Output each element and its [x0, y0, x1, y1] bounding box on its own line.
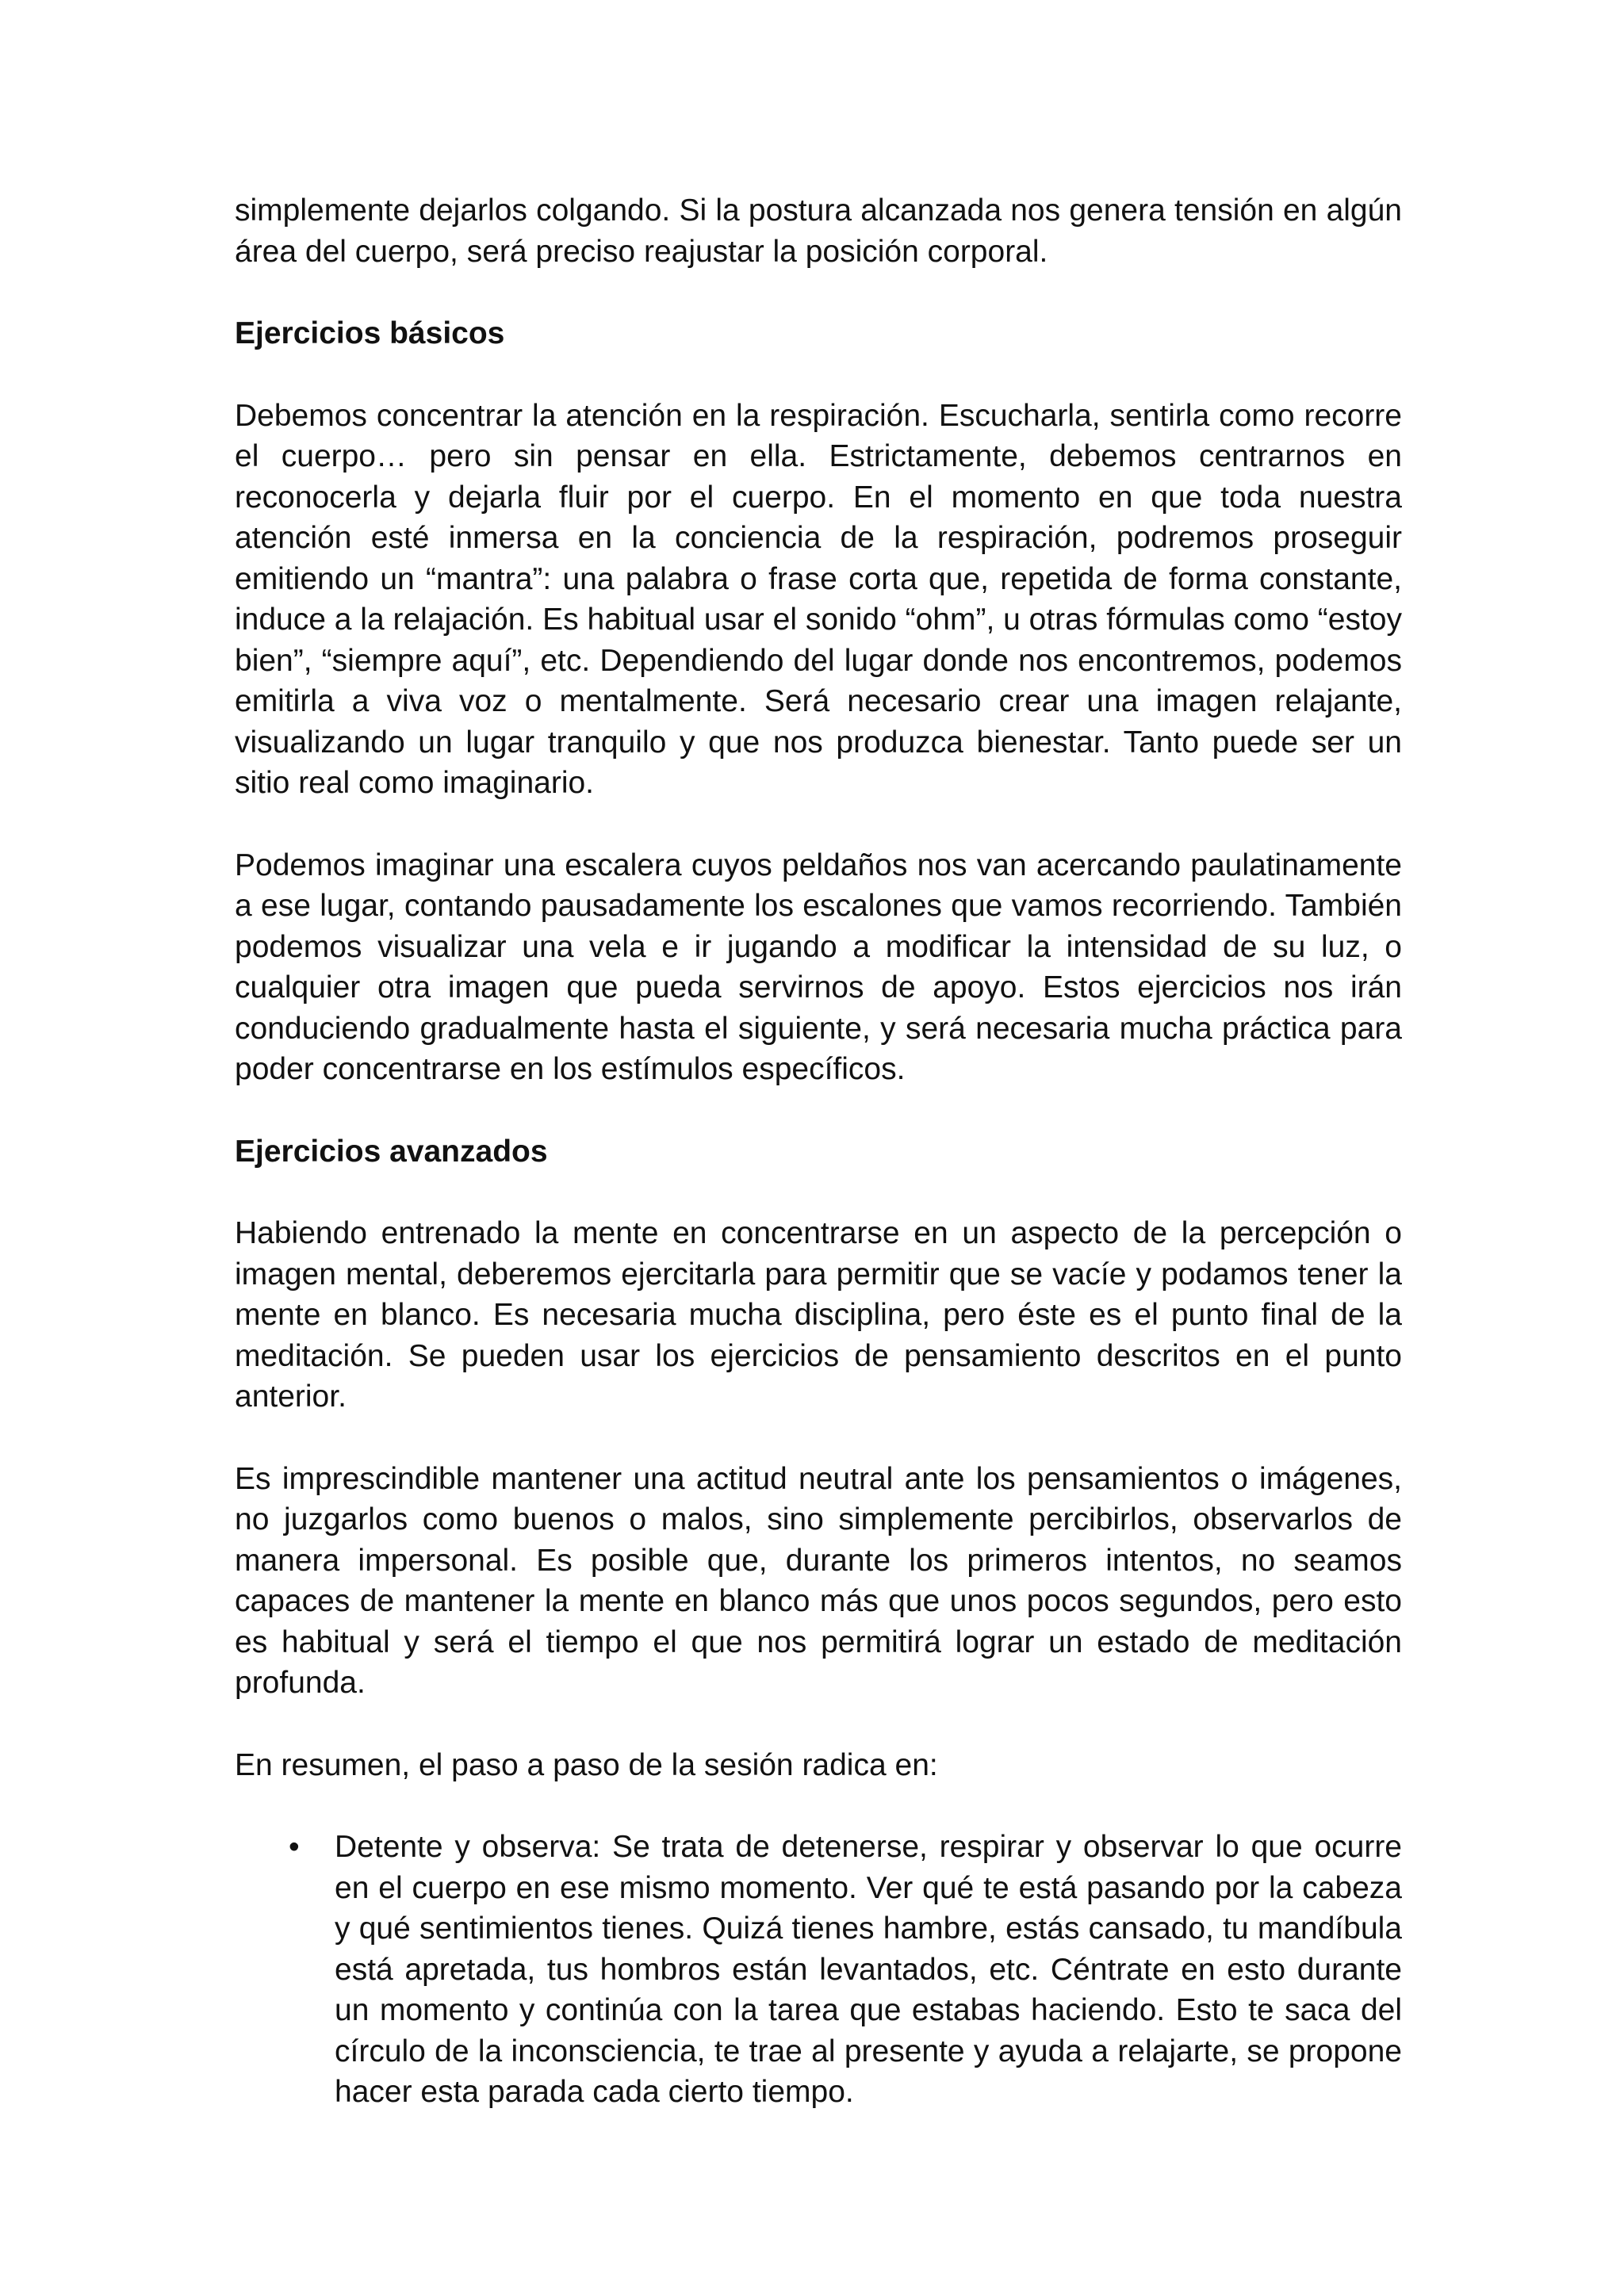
section-heading-advanced-exercises: Ejercicios avanzados [235, 1134, 548, 1169]
body-paragraph: Es imprescindible mantener una actitud neutral ante los pensamientos o imágenes, no juzgarlos como buenos o malos, sino simplemente percibirlos, observarlos de manera impersonal. Es posible que, durante los primeros intentos, no seamos capaces de mantener la mente en blanco más que unos pocos segundos, pero esto es habitual y será el tiempo el que nos permitirá lograr un estado de meditación profunda. [235, 1461, 1402, 1700]
body-paragraph: En resumen, el paso a paso de la sesión radica en: [235, 1747, 938, 1782]
body-paragraph: Debemos concentrar la atención en la respiración. Escucharla, sentirla como recorre el cuerpo… pero sin pensar en ella. Estrictamente, debemos centrarnos en reconocerla y dejarla fluir por el cuerpo. En el momento en que toda nuestra atención esté inmersa en la conciencia de la respiración, podremos proseguir emitiendo un “mantra”: una palabra o frase corta que, repetida de forma constante, induce a la relajación. Es habitual usar el sonido “ohm”, u otras fórmulas como “estoy bien”, “siempre aquí”, etc. Dependiendo del lugar donde nos encontremos, podemos emitirla a viva voz o mentalmente. Será necesario crear una imagen relajante, visualizando un lugar tranquilo y que nos produzca bienestar. Tanto puede ser un sitio real como imaginario. [235, 398, 1402, 800]
body-paragraph: simplemente dejarlos colgando. Si la postura alcanzada nos genera tensión en algún área del cuerpo, será preciso reajustar la posición corporal. [235, 193, 1402, 269]
bullet-icon: • [289, 1830, 300, 1864]
list-item [235, 1827, 1402, 2113]
body-paragraph: Habiendo entrenado la mente en concentrarse en un aspecto de la percepción o imagen mental, deberemos ejercitarla para permitir que se vacíe y podamos tener la mente en blanco. Es necesaria mucha disciplina, pero éste es el punto final de la meditación. Se pueden usar los ejercicios de pensamiento descritos en el punto anterior. [235, 1216, 1402, 1414]
body-paragraph: Podemos imaginar una escalera cuyos peldaños nos van acercando paulatinamente a ese lugar, contando pausadamente los escalones que vamos recorriendo. También podemos visualizar una vela e ir jugando a modificar la intensidad de su luz, o cualquier otra imagen que pueda servirnos de apoyo. Estos ejercicios nos irán conduciendo gradualmente hasta el siguiente, y será necesaria mucha práctica para poder concentrarse en los estímulos específicos. [235, 848, 1402, 1086]
document-page [235, 190, 1402, 2113]
section-heading-basic-exercises: Ejercicios básicos [235, 316, 505, 350]
steps-list [235, 1827, 1402, 2113]
list-item-text: Detente y observa: Se trata de detenerse, respirar y observar lo que ocurre en el cuerpo en ese mismo momento. Ver qué te está pasando por la cabeza y qué sentimientos tienes. Quizá tienes hambre, estás cansado, tu mandíbula está apretada, tus hombros están levantados, etc. Céntrate en esto durante un momento y continúa con la tarea que estabas haciendo. Esto te saca del círculo de la inconsciencia, te trae al presente y ayuda a relajarte, se propone hacer esta parada cada cierto tiempo. [335, 1830, 1402, 2109]
